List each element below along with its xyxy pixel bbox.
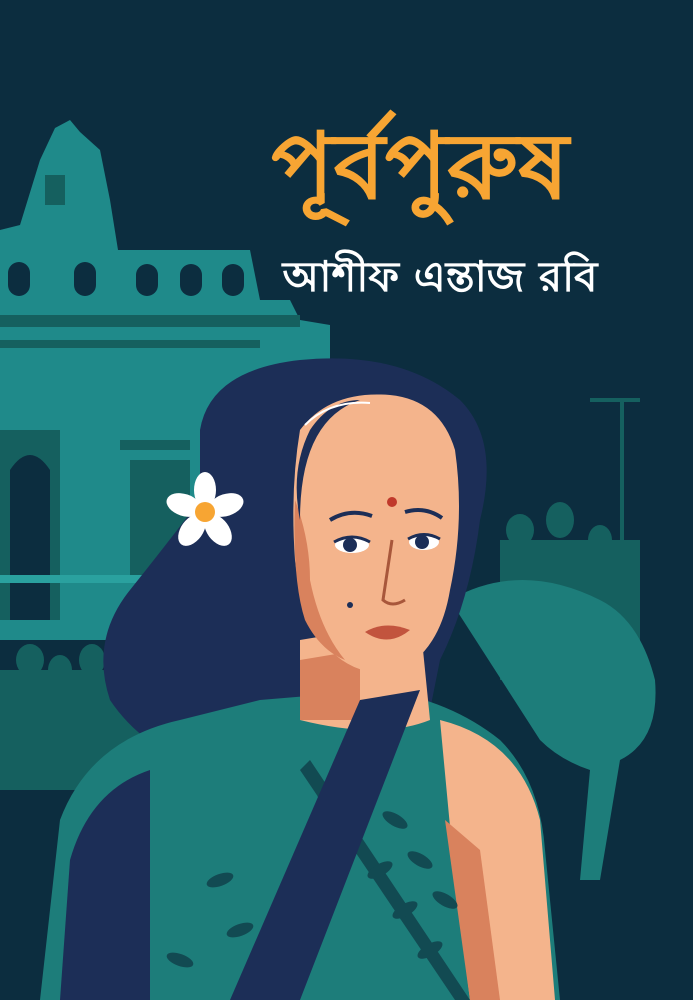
bindi-icon (387, 497, 397, 507)
mole (347, 602, 353, 608)
book-title: পূর্বপুরুষ (271, 113, 569, 220)
author-name: আশীফ এন্তাজ রবি (282, 252, 598, 301)
